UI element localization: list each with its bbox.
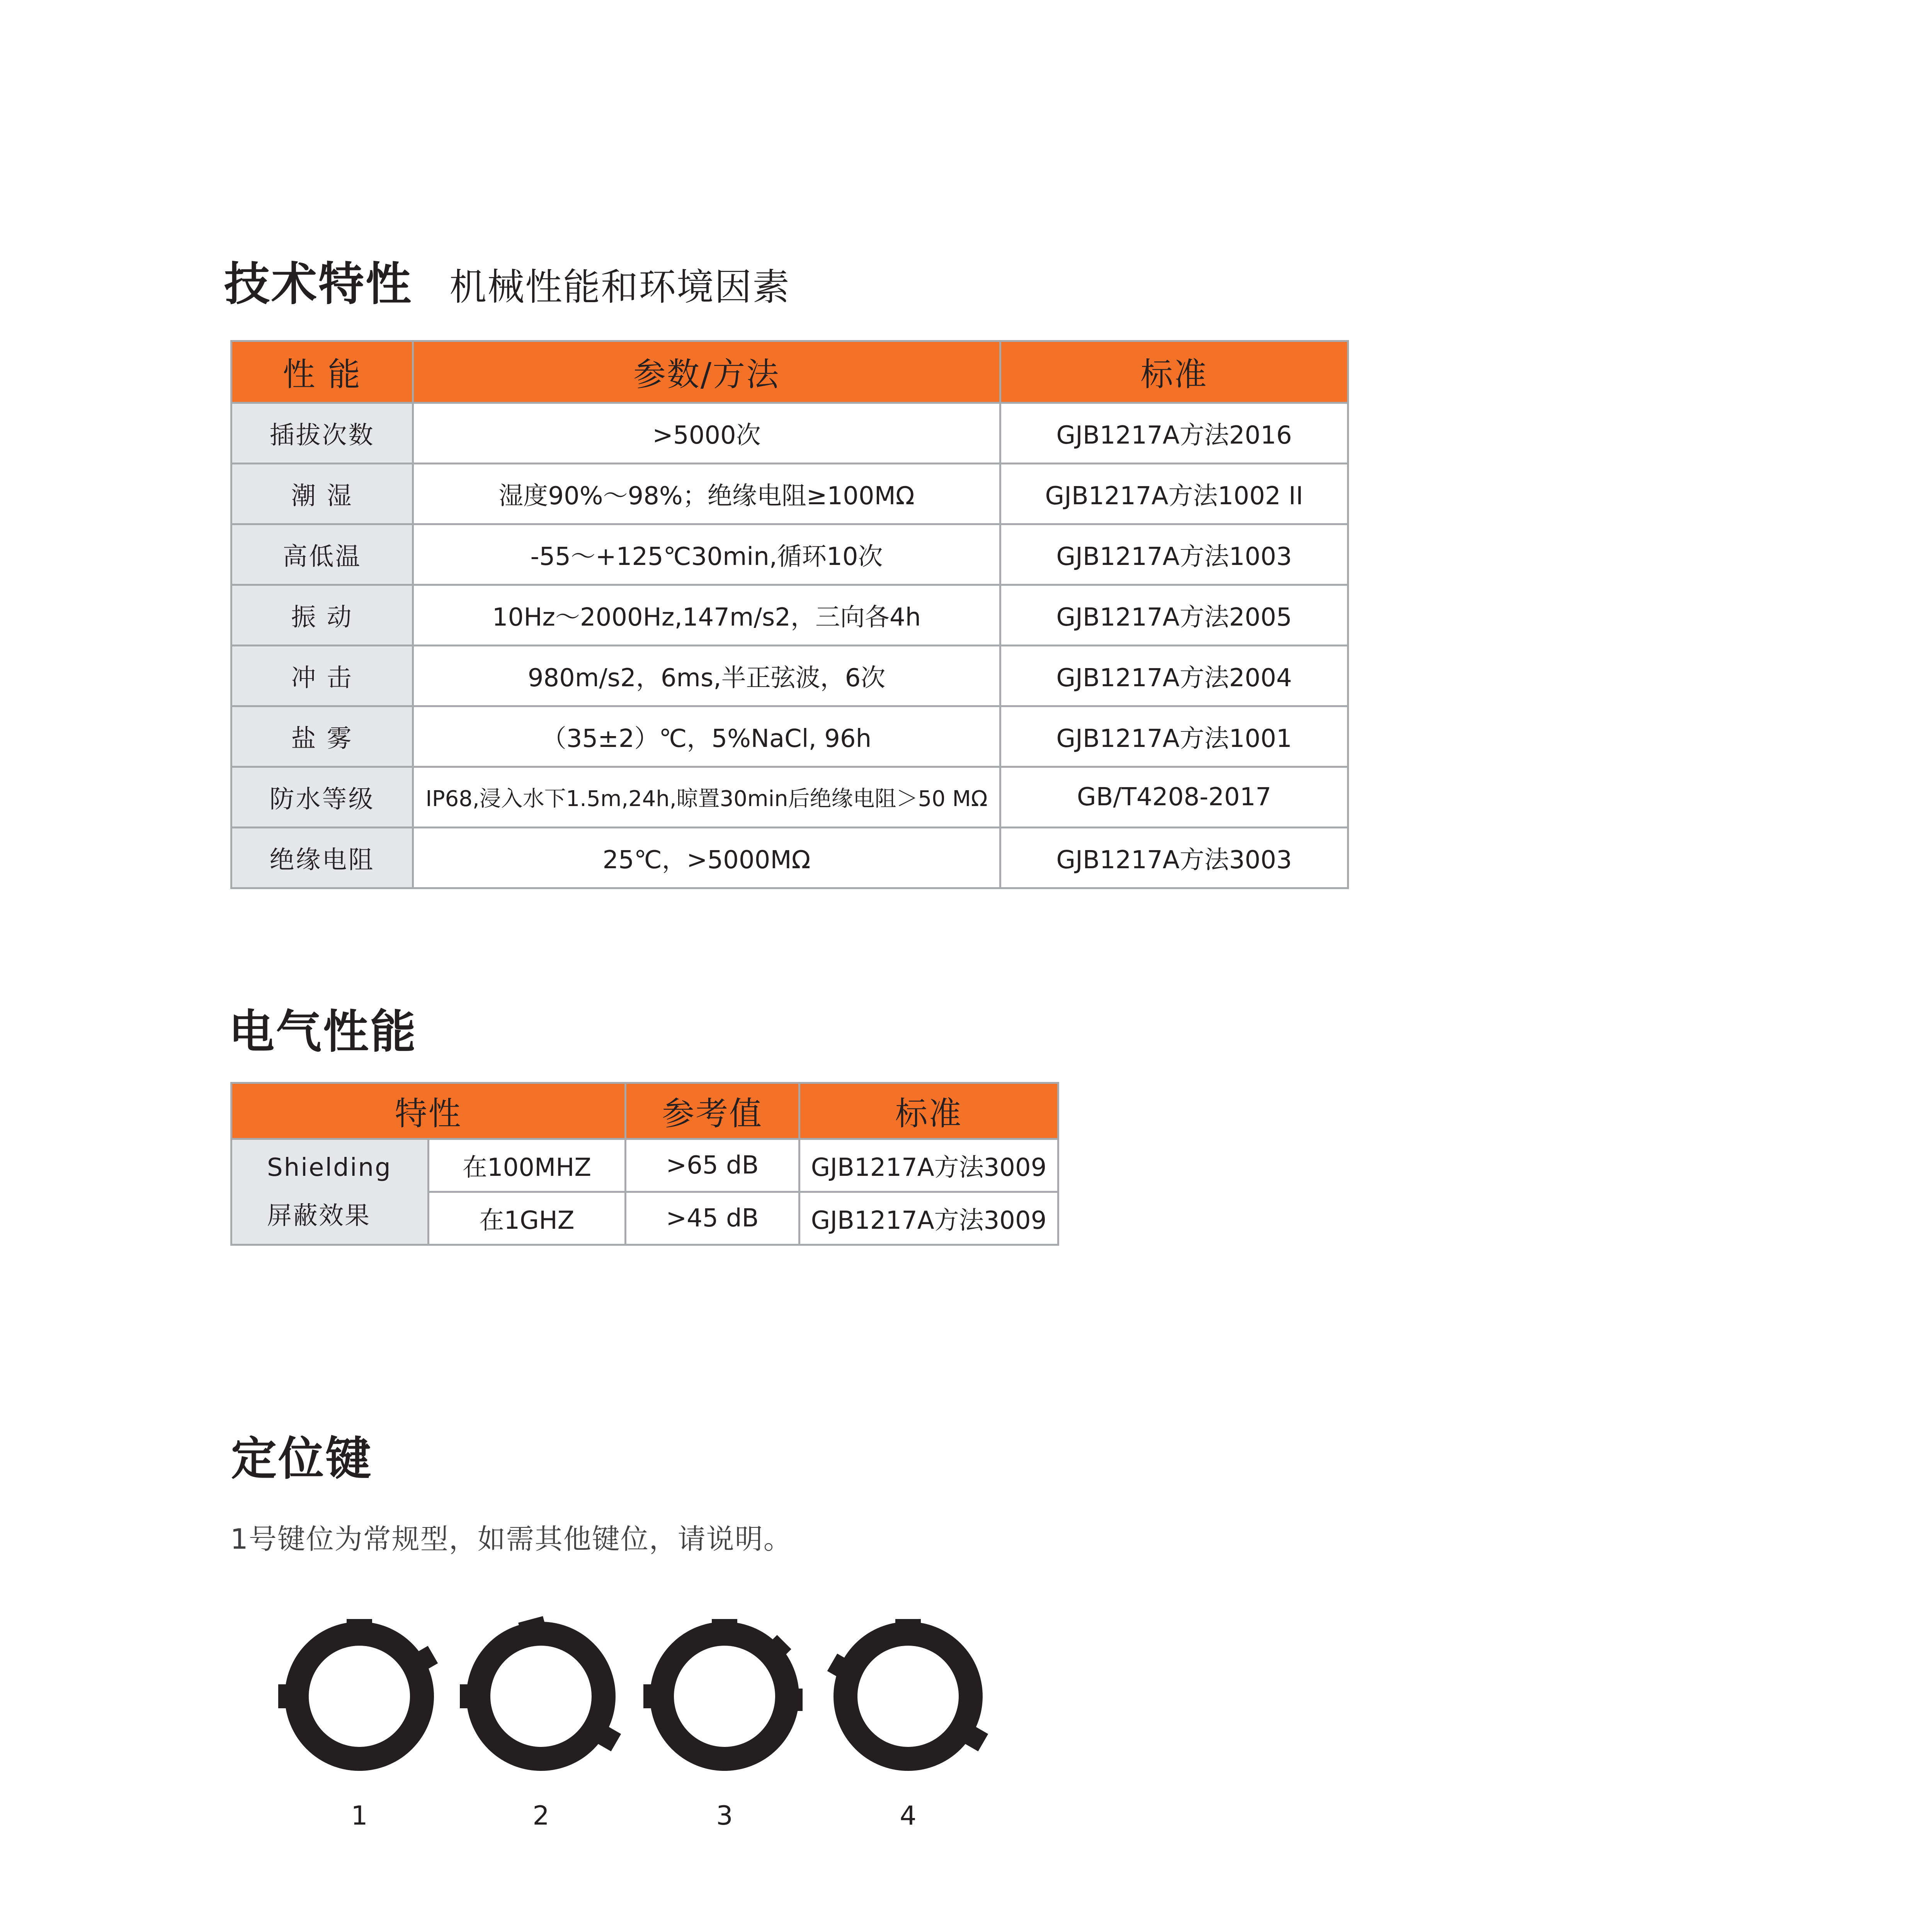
- keyway-ring-icon: [636, 1611, 813, 1781]
- table-row: [231, 524, 1348, 585]
- shielding-label-en: Shielding: [267, 1153, 392, 1182]
- row-label: 绝缘电阻: [231, 828, 413, 888]
- table-row: [231, 585, 1348, 646]
- row-standard: GJB1217A方法2005: [1000, 585, 1348, 646]
- row-label: 盐 雾: [231, 706, 413, 767]
- keying-label: 2: [532, 1801, 549, 1831]
- section-title: 技术特性: [224, 257, 413, 311]
- keyway-ring-icon: [452, 1611, 630, 1781]
- keying-note: 1号键位为常规型，如需其他键位，请说明。: [230, 1523, 792, 1555]
- table-row: [231, 1139, 1058, 1192]
- row-parameter: 10Hz～2000Hz,147m/s2，三向各4h: [413, 585, 1000, 646]
- mechanical-environmental-table: [230, 340, 1349, 889]
- row-parameter: IP68,浸入水下1.5m,24h,晾置30min后绝缘电阻＞50 MΩ: [413, 767, 1000, 828]
- keying-label: 4: [900, 1801, 917, 1831]
- keying-position-1: [270, 1611, 448, 1831]
- section-heading-technical: [224, 247, 790, 309]
- section-subtitle: 机械性能和环境因素: [449, 265, 791, 309]
- row-condition: 在100MHZ: [429, 1139, 626, 1192]
- row-standard: GB/T4208-2017: [1000, 767, 1348, 828]
- row-standard: GJB1217A方法1003: [1000, 524, 1348, 585]
- keying-label: 1: [351, 1801, 368, 1831]
- row-value: >45 dB: [626, 1192, 799, 1245]
- row-parameter: （35±2）℃，5%NaCl, 96h: [413, 706, 1000, 767]
- row-value: >65 dB: [626, 1139, 799, 1192]
- row-condition: 在1GHZ: [429, 1192, 626, 1245]
- row-standard: GJB1217A方法3009: [799, 1139, 1058, 1192]
- keyway-ring-icon: [819, 1611, 997, 1781]
- table-header-row: [231, 341, 1348, 403]
- electrical-performance-table: [230, 1082, 1059, 1246]
- row-label: 冲 击: [231, 646, 413, 706]
- column-header-reference-value: 参考值: [626, 1083, 799, 1139]
- row-standard: GJB1217A方法2016: [1000, 403, 1348, 464]
- column-header-characteristic: 特性: [231, 1083, 626, 1139]
- column-header-standard: 标准: [1000, 341, 1348, 403]
- table-header-row: [231, 1083, 1058, 1139]
- keying-position-3: [636, 1611, 813, 1831]
- column-header-property: 性 能: [231, 341, 413, 403]
- row-label: 振 动: [231, 585, 413, 646]
- table-row: [231, 706, 1348, 767]
- row-parameter: 980m/s2，6ms,半正弦波，6次: [413, 646, 1000, 706]
- keying-label: 3: [716, 1801, 733, 1831]
- row-parameter: -55～+125℃30min,循环10次: [413, 524, 1000, 585]
- row-parameter: >5000次: [413, 403, 1000, 464]
- row-standard: GJB1217A方法3003: [1000, 828, 1348, 888]
- column-header-standard: 标准: [799, 1083, 1058, 1139]
- keying-position-4: [819, 1611, 997, 1831]
- table-row: [231, 464, 1348, 524]
- row-label: 插拔次数: [231, 403, 413, 464]
- row-standard: GJB1217A方法1001: [1000, 706, 1348, 767]
- row-label: 高低温: [231, 524, 413, 585]
- row-label: 潮 湿: [231, 464, 413, 524]
- table-row: [231, 646, 1348, 706]
- row-standard: GJB1217A方法2004: [1000, 646, 1348, 706]
- column-header-parameter: 参数/方法: [413, 341, 1000, 403]
- row-parameter: 25℃，>5000MΩ: [413, 828, 1000, 888]
- table-row: [231, 767, 1348, 828]
- section-heading-keying: 定位键: [231, 1432, 373, 1485]
- shielding-label-cell: [231, 1139, 429, 1245]
- keying-position-2: [452, 1611, 630, 1831]
- keyway-ring-icon: [270, 1611, 448, 1781]
- table-row: [231, 403, 1348, 464]
- row-label: 防水等级: [231, 767, 413, 828]
- keying-positions-figure: [270, 1611, 1005, 1843]
- table-row: [231, 828, 1348, 888]
- row-parameter: 湿度90%～98%；绝缘电阻≥100MΩ: [413, 464, 1000, 524]
- row-standard: GJB1217A方法3009: [799, 1192, 1058, 1245]
- row-standard: GJB1217A方法1002 II: [1000, 464, 1348, 524]
- shielding-label-cn: 屏蔽效果: [267, 1201, 371, 1230]
- section-heading-electrical: 电气性能: [229, 1005, 418, 1058]
